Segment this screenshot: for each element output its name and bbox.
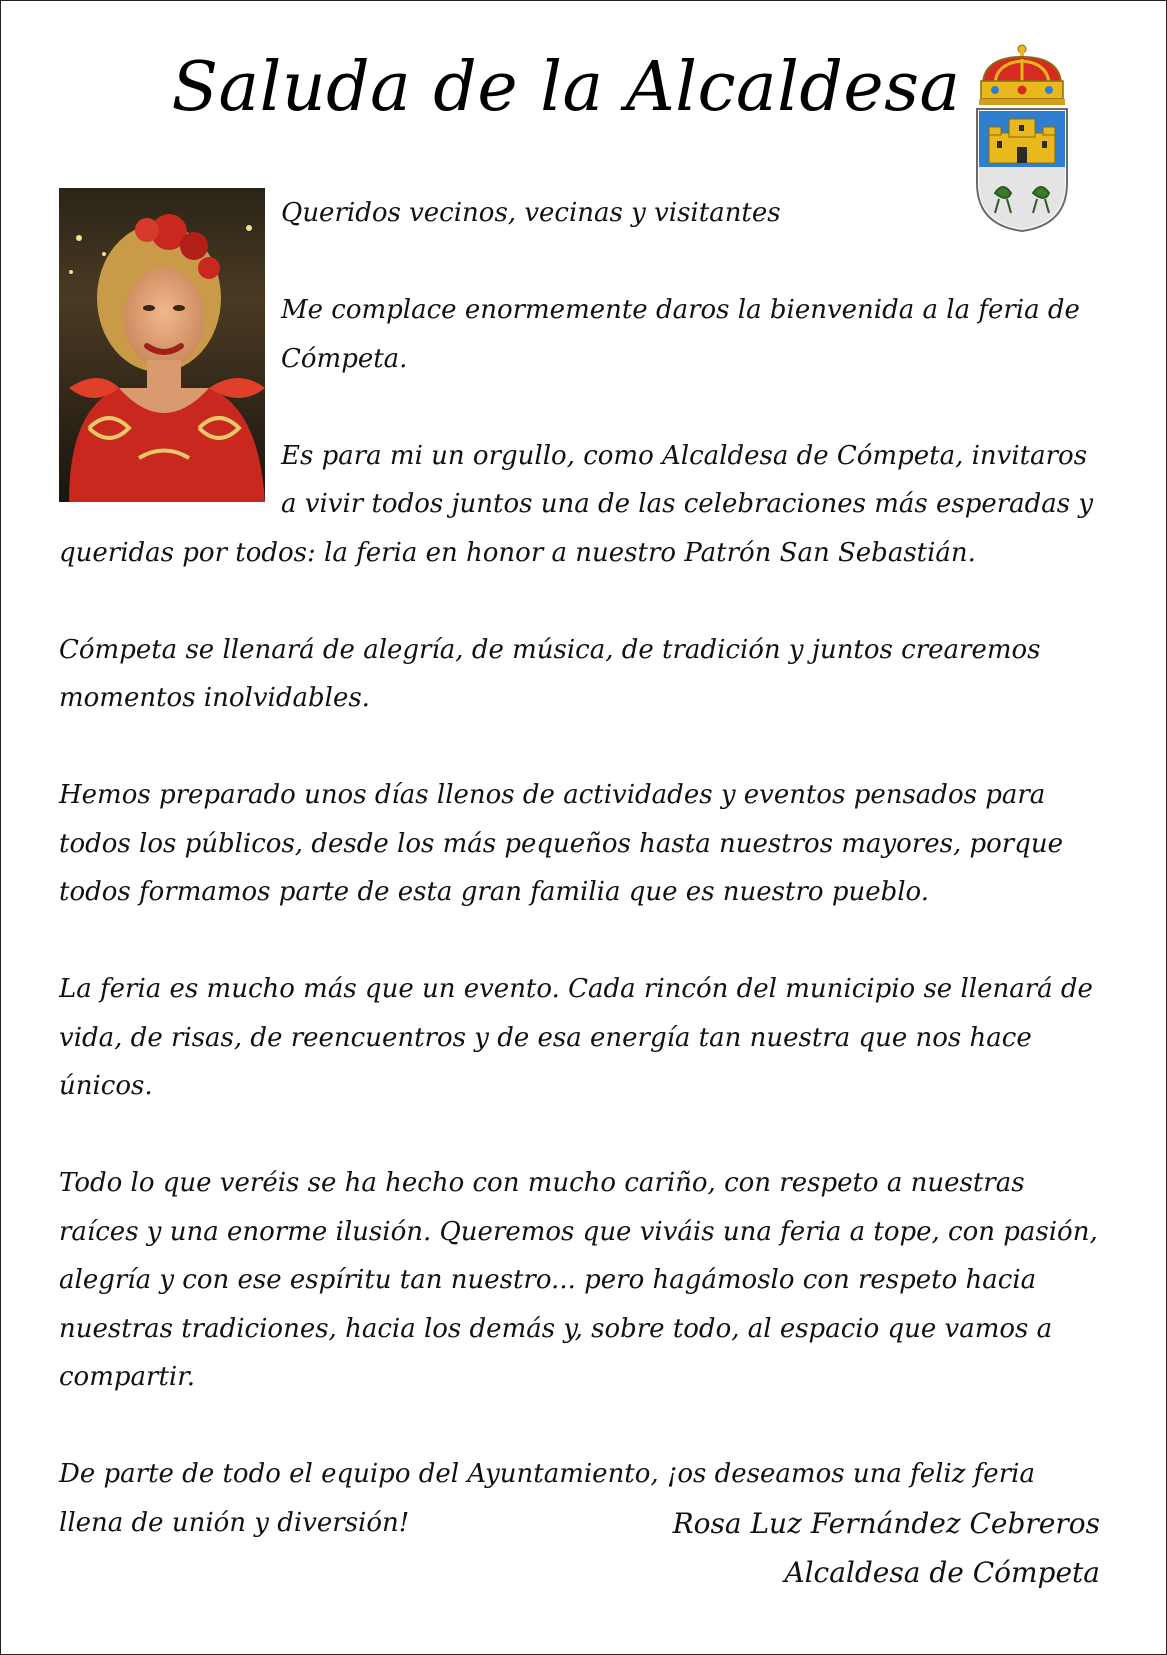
body-paragraph: Todo lo que veréis se ha hecho con mucho cariño, con respeto a nuestras raíces y una enorme ilusión. Queremos que viváis una feria a tope, con pasión, alegría y con ese espíritu tan nuestro... pero hagámoslo con respeto hacia nuestras tradiciones, hacia los demás y, sobre todo, al espacio que vamos a compartir. <box>59 1168 1098 1392</box>
body-paragraph: Cómpeta se llenará de alegría, de música, de tradición y juntos crearemos momentos inolvidables. <box>59 634 1041 713</box>
body-paragraph: Es para mi un orgullo, como Alcaldesa de Cómpeta, invitaros a vivir todos juntos una de las celebraciones más esperadas y queridas por todos: la feria en honor a nuestro Patrón San Sebastián. <box>59 440 1094 568</box>
page-title: Saluda de la Alcaldesa <box>171 48 961 127</box>
greeting-paragraph: Queridos vecinos, vecinas y visitantes <box>281 198 781 228</box>
signature-role: Alcaldesa de Cómpeta <box>784 1556 1100 1589</box>
letter-body <box>59 189 1099 1596</box>
body-paragraph: Me complace enormemente daros la bienvenida a la feria de Cómpeta. <box>281 295 1080 374</box>
closing-paragraph: De parte de todo el equipo del Ayuntamiento, ¡os deseamos una feliz feria llena de unión y diversión! <box>59 1459 1035 1538</box>
photo-spacer <box>59 189 281 505</box>
body-paragraph: Hemos preparado unos días llenos de actividades y eventos pensados para todos los públicos, desde los más pequeños hasta nuestros mayores, porque todos formamos parte de esta gran familia que es nuestro pueblo. <box>59 780 1063 907</box>
body-paragraph: La feria es mucho más que un evento. Cada rincón del municipio se llenará de vida, de risas, de reencuentros y de esa energía tan nuestra que nos hace únicos. <box>59 974 1093 1101</box>
signature-name: Rosa Luz Fernández Cebreros <box>672 1507 1100 1540</box>
signature-block <box>673 1499 1100 1597</box>
